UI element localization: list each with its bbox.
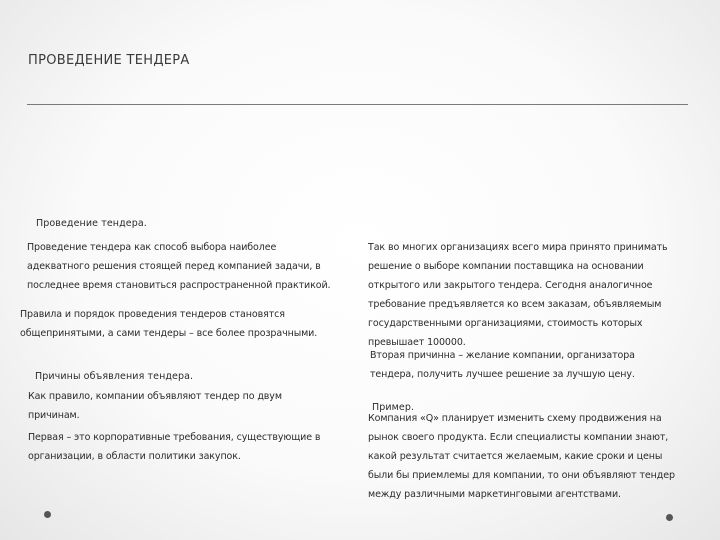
text-line: последнее время становиться распространенной практикой. (27, 280, 331, 291)
text-line: организации, в области политики закупок. (28, 451, 241, 462)
heading-example: Пример. (372, 402, 415, 413)
left-paragraph-3 (28, 387, 282, 425)
text-line: Как правило, компании объявляют тендер по двум (28, 391, 282, 402)
right-paragraph-2 (370, 346, 635, 384)
text-line: Правила и порядок проведения тендеров становятся (20, 309, 285, 320)
text-line: адекватного решения стоящей перед компанией задачи, в (27, 261, 321, 272)
text-line: между различными маркетинговыми агентствами. (368, 489, 621, 500)
text-line: требование предъявляется ко всем заказам, объявляемым (368, 299, 662, 310)
title-divider (27, 104, 688, 105)
text-line: какой результат считается желаемым, какие сроки и цены (368, 451, 663, 462)
text-line: общепринятыми, а сами тендеры – все более прозрачными. (20, 328, 318, 339)
text-line: государственными организациями, стоимость которых (368, 318, 643, 329)
text-line: превышает 100000. (368, 337, 466, 348)
left-paragraph-1 (27, 238, 330, 295)
heading-tender-reasons: Причины объявления тендера. (35, 371, 194, 382)
slide-title: ПРОВЕДЕНИЕ ТЕНДЕРА (28, 53, 190, 68)
text-line: причинам. (28, 410, 80, 421)
text-line: решение о выборе компании поставщика на основании (368, 261, 644, 272)
text-line: Компания «Q» планирует изменить схему продвижения на (368, 413, 662, 424)
text-line: были бы приемлемы для компании, то они объявляют тендер (368, 470, 675, 481)
left-paragraph-2 (20, 305, 317, 343)
text-line: Первая – это корпоративные требования, существующие в (28, 432, 321, 443)
decorative-dot-right (666, 514, 673, 521)
text-line: открытого или закрытого тендера. Сегодня аналогичное (368, 280, 653, 291)
text-line: Вторая причинна – желание компании, организатора (370, 350, 635, 361)
text-line: тендера, получить лучшее решение за лучшую цену. (370, 369, 635, 380)
text-line: рынок своего продукта. Если специалисты компании знают, (368, 432, 669, 443)
heading-tender-conduct: Проведение тендера. (36, 218, 147, 229)
text-line: Проведение тендера как способ выбора наиболее (27, 242, 277, 253)
left-paragraph-4 (28, 428, 320, 466)
right-paragraph-1 (368, 238, 668, 352)
right-paragraph-3 (368, 409, 675, 504)
text-line: Так во многих организациях всего мира принято принимать (368, 242, 668, 253)
decorative-dot-left (44, 511, 51, 518)
